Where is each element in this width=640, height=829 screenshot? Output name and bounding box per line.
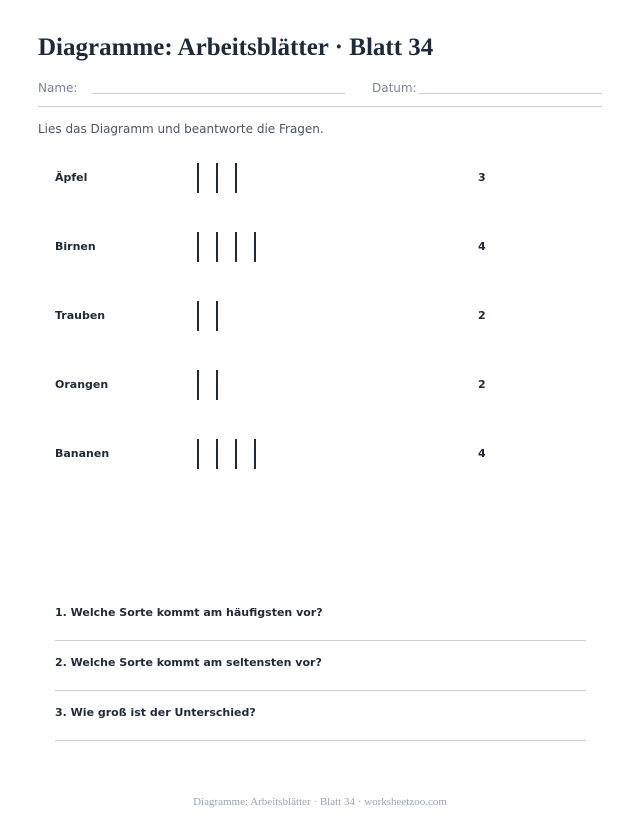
date-label: Datum: xyxy=(372,81,417,95)
header-divider xyxy=(38,106,602,107)
tally-count: 2 xyxy=(478,378,486,391)
tally-mark xyxy=(216,439,218,469)
tally-label: Orangen xyxy=(55,378,109,391)
date-line[interactable] xyxy=(419,93,602,94)
tally-mark xyxy=(197,301,199,331)
question-1: 1. Welche Sorte kommt am häufigsten vor? xyxy=(55,606,323,619)
tally-mark xyxy=(216,163,218,193)
tally-label: Äpfel xyxy=(55,171,88,184)
tally-row xyxy=(55,369,535,401)
tally-mark xyxy=(216,370,218,400)
tally-label: Trauben xyxy=(55,309,106,322)
tally-mark xyxy=(197,163,199,193)
question-2: 2. Welche Sorte kommt am seltensten vor? xyxy=(55,656,322,669)
answer-line-1[interactable] xyxy=(55,640,586,641)
tally-row xyxy=(55,162,535,194)
tally-mark xyxy=(197,232,199,262)
question-3: 3. Wie groß ist der Unterschied? xyxy=(55,706,256,719)
name-line[interactable] xyxy=(92,93,345,94)
tally-count: 2 xyxy=(478,309,486,322)
worksheet-title: Diagramme: Arbeitsblätter · Blatt 34 xyxy=(38,34,434,61)
tally-row xyxy=(55,231,535,263)
tally-mark xyxy=(254,232,256,262)
tally-mark xyxy=(197,370,199,400)
tally-label: Bananen xyxy=(55,447,110,460)
tally-mark xyxy=(235,232,237,262)
tally-count: 4 xyxy=(478,447,486,460)
tally-label: Birnen xyxy=(55,240,96,253)
instruction-text: Lies das Diagramm und beantworte die Fragen. xyxy=(38,122,324,136)
tally-count: 4 xyxy=(478,240,486,253)
tally-mark xyxy=(235,163,237,193)
tally-mark xyxy=(216,232,218,262)
footer: Diagramme: Arbeitsblätter · Blatt 34 · worksheetzoo.com xyxy=(193,796,447,808)
tally-mark xyxy=(216,301,218,331)
answer-line-2[interactable] xyxy=(55,690,586,691)
tally-mark xyxy=(197,439,199,469)
tally-row xyxy=(55,438,535,470)
answer-line-3[interactable] xyxy=(55,740,586,741)
name-label: Name: xyxy=(38,81,78,95)
tally-count: 3 xyxy=(478,171,486,184)
tally-row xyxy=(55,300,535,332)
tally-mark xyxy=(254,439,256,469)
tally-mark xyxy=(235,439,237,469)
